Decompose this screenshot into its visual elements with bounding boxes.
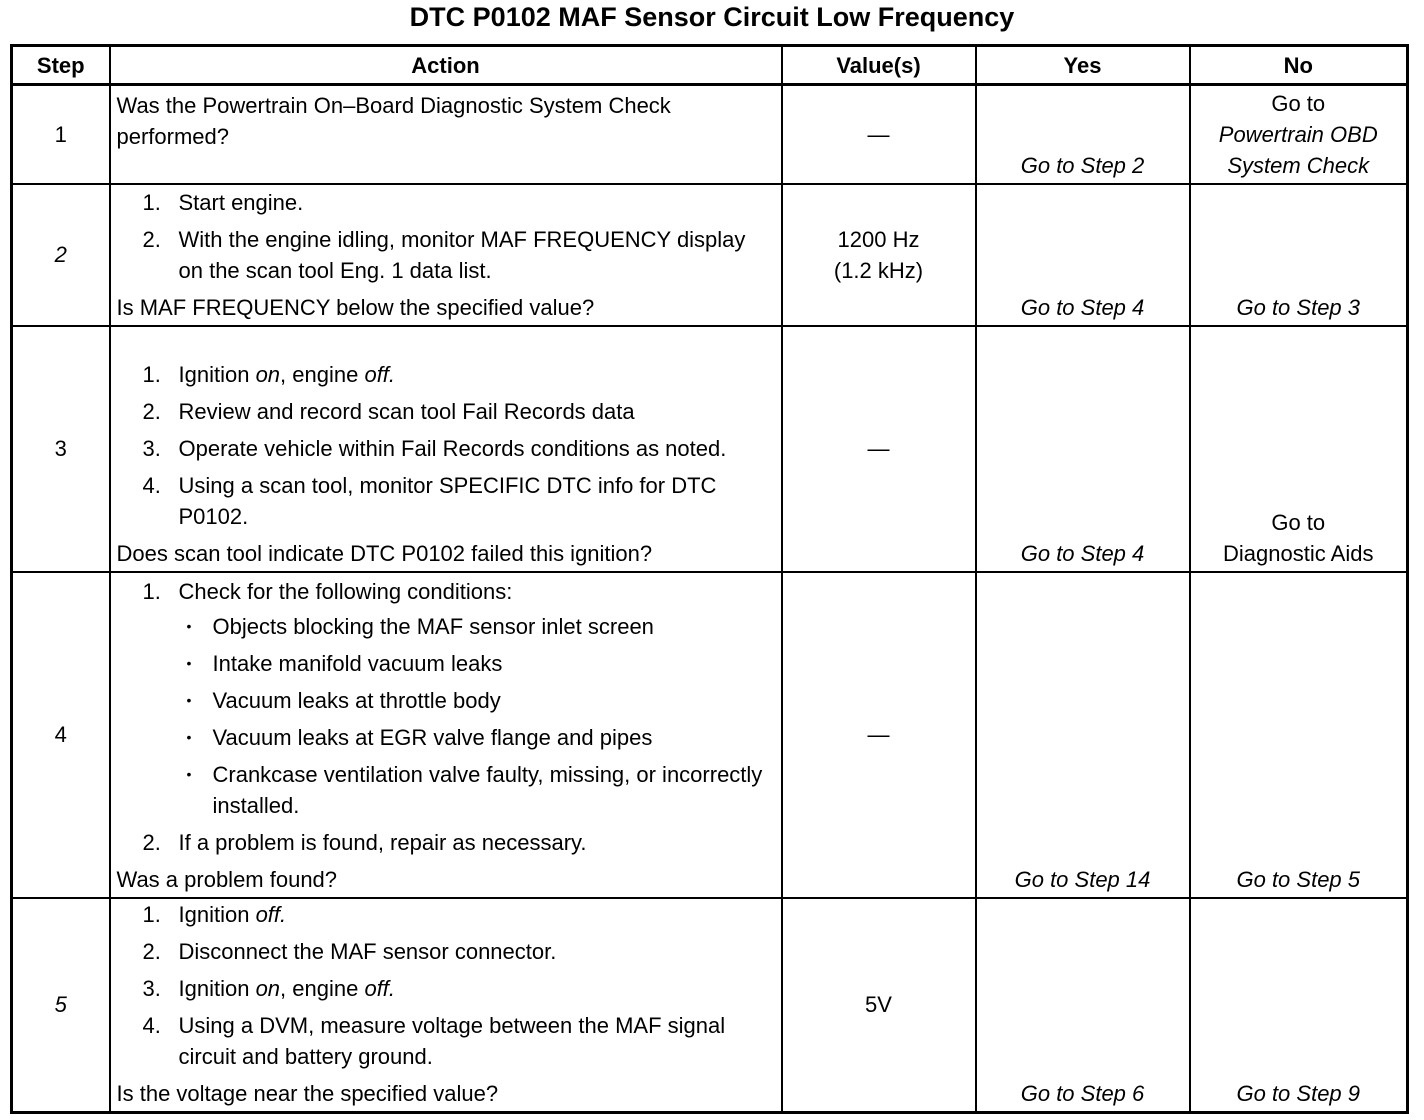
action-question: Is MAF FREQUENCY below the specified value? [116, 294, 595, 320]
item-text: Disconnect the MAF sensor connector. [178, 938, 557, 964]
item-number: 3. [142, 975, 161, 1001]
item-text: , engine [280, 975, 365, 1001]
value-cell [782, 184, 976, 326]
item-text-italic: off. [255, 901, 287, 927]
list-item [117, 396, 775, 427]
bullet-item [179, 611, 775, 642]
header-no: No [1190, 46, 1408, 85]
action-cell [110, 326, 782, 572]
bullet-item [179, 685, 775, 716]
item-text: With the engine idling, monitor MAF FREQUENCY display on the scan tool Eng. 1 data list. [178, 226, 746, 283]
no-line: Powertrain OBD [1218, 121, 1378, 147]
item-text: Ignition [178, 975, 256, 1001]
yes-cell: Go to Step 14 [976, 572, 1190, 898]
value-cell: 5V [782, 898, 976, 1113]
bullet-text: Vacuum leaks at EGR valve flange and pipes [212, 724, 653, 750]
action-cell [110, 184, 782, 326]
action-cell [110, 898, 782, 1113]
step-number: 2 [12, 184, 110, 326]
header-values: Value(s) [782, 46, 976, 85]
yes-cell: Go to Step 2 [976, 85, 1190, 184]
value-cell: — [782, 85, 976, 184]
bullet-icon: • [186, 765, 192, 782]
value-cell: — [782, 572, 976, 898]
no-line: System Check [1227, 152, 1370, 178]
item-text: Using a DVM, measure voltage between the MAF signal circuit and battery ground. [178, 1012, 726, 1069]
item-text: Review and record scan tool Fail Records data [178, 398, 635, 424]
list-item [117, 224, 775, 286]
action-list [117, 359, 775, 532]
item-text: Using a scan tool, monitor SPECIFIC DTC info for DTC P0102. [178, 472, 717, 529]
item-number: 1. [142, 361, 161, 387]
item-text: If a problem is found, repair as necessary. [178, 829, 587, 855]
header-row [12, 46, 1408, 85]
list-item [117, 359, 775, 390]
bullet-item [179, 722, 775, 753]
item-number: 4. [142, 472, 161, 498]
bullet-icon: • [186, 691, 192, 708]
yes-cell: Go to Step 4 [976, 326, 1190, 572]
list-item [117, 936, 775, 967]
page-title: DTC P0102 MAF Sensor Circuit Low Frequency [409, 2, 1015, 32]
header-step: Step [12, 46, 110, 85]
item-text: Ignition [178, 901, 256, 927]
action-cell [110, 85, 782, 184]
step-number: 5 [12, 898, 110, 1113]
item-number: 1. [142, 578, 161, 604]
bullet-list [179, 611, 775, 821]
item-text-italic: on [255, 975, 281, 1001]
item-number: 2. [142, 938, 161, 964]
no-line: Go to [1271, 509, 1326, 535]
action-question: Is the voltage near the specified value? [116, 1080, 499, 1106]
action-text: Was the Powertrain On–Board Diagnostic System Check performed? [116, 93, 671, 149]
no-cell [1190, 85, 1408, 184]
no-cell [1190, 326, 1408, 572]
bullet-item [179, 648, 775, 679]
item-number: 2. [142, 829, 161, 855]
yes-cell: Go to Step 6 [976, 898, 1190, 1113]
diagnostic-table [10, 44, 1409, 1114]
value-line: (1.2 kHz) [833, 257, 924, 283]
no-line: Go to [1271, 90, 1326, 116]
item-text: Start engine. [178, 189, 304, 215]
bullet-icon: • [186, 617, 192, 634]
table-row [12, 898, 1408, 1113]
list-item [117, 1010, 775, 1072]
item-number: 3. [142, 435, 161, 461]
step-number: 4 [12, 572, 110, 898]
bullet-text: Intake manifold vacuum leaks [212, 650, 503, 676]
bullet-icon: • [186, 654, 192, 671]
list-item [117, 899, 775, 930]
list-item [117, 973, 775, 1004]
item-text: Operate vehicle within Fail Records conditions as noted. [178, 435, 727, 461]
item-number: 1. [142, 901, 161, 927]
table-row [12, 572, 1408, 898]
bullet-icon: • [186, 728, 192, 745]
item-text: , engine [280, 361, 365, 387]
value-line: 1200 Hz [837, 226, 920, 252]
item-text-italic: off. [364, 975, 396, 1001]
step-number: 1 [12, 85, 110, 184]
item-number: 4. [142, 1012, 161, 1038]
header-yes: Yes [976, 46, 1190, 85]
item-text-italic: on [255, 361, 281, 387]
bullet-text: Crankcase ventilation valve faulty, missing, or incorrectly installed. [212, 761, 763, 818]
step-number: 3 [12, 326, 110, 572]
yes-cell: Go to Step 4 [976, 184, 1190, 326]
bullet-text: Objects blocking the MAF sensor inlet screen [212, 613, 654, 639]
no-cell: Go to Step 9 [1190, 898, 1408, 1113]
action-list [117, 187, 775, 286]
item-number: 1. [142, 189, 161, 215]
item-text: Ignition [178, 361, 256, 387]
item-text: Check for the following conditions: [178, 578, 513, 604]
action-list [117, 899, 775, 1072]
no-line: Diagnostic Aids [1223, 540, 1374, 566]
table-row [12, 184, 1408, 326]
bullet-text: Vacuum leaks at throttle body [212, 687, 501, 713]
no-cell: Go to Step 3 [1190, 184, 1408, 326]
bullet-item [179, 759, 775, 821]
list-item [117, 470, 775, 532]
table-row [12, 326, 1408, 572]
item-text-italic: off. [364, 361, 396, 387]
list-item [117, 827, 775, 858]
action-question: Was a problem found? [116, 866, 338, 892]
list-item [117, 433, 775, 464]
list-item [117, 187, 775, 218]
action-list [117, 576, 775, 858]
action-cell [110, 572, 782, 898]
value-cell: — [782, 326, 976, 572]
list-item [117, 576, 775, 821]
no-cell: Go to Step 5 [1190, 572, 1408, 898]
action-question: Does scan tool indicate DTC P0102 failed this ignition? [116, 540, 653, 566]
header-action: Action [110, 46, 782, 85]
item-number: 2. [142, 398, 161, 424]
item-number: 2. [142, 226, 161, 252]
table-row [12, 85, 1408, 184]
